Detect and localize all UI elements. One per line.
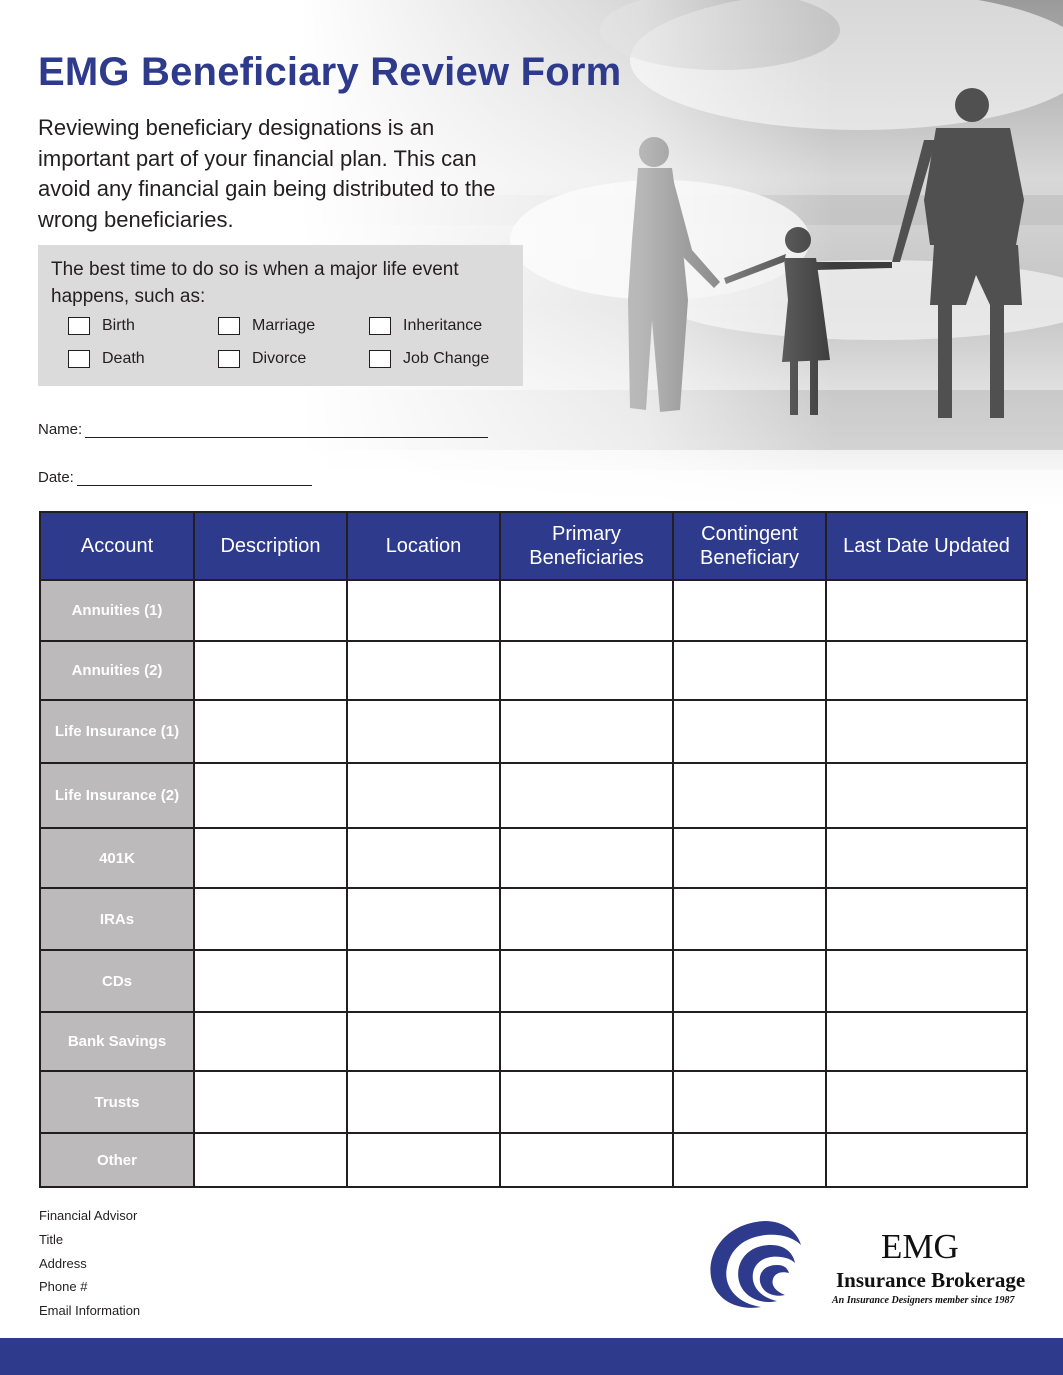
table-cell[interactable] [826, 1071, 1027, 1133]
table-cell[interactable] [347, 1012, 500, 1071]
table-row [40, 1133, 1027, 1187]
column-header: Contingent Beneficiary [673, 512, 826, 580]
column-header: Account [40, 512, 194, 580]
checkbox-label: Job Change [403, 350, 490, 367]
table-cell[interactable] [500, 641, 673, 700]
table-cell[interactable] [194, 700, 347, 763]
date-label: Date: [38, 469, 74, 486]
table-header-row [40, 512, 1027, 580]
table-row [40, 763, 1027, 828]
table-cell[interactable] [194, 763, 347, 828]
checkbox-inheritance[interactable] [369, 317, 482, 335]
table-cell[interactable] [826, 700, 1027, 763]
table-cell[interactable] [347, 763, 500, 828]
logo-subtitle: Insurance Brokerage [836, 1268, 1026, 1292]
table-row [40, 580, 1027, 641]
wave-logo-icon [705, 1215, 830, 1315]
table-cell[interactable] [826, 828, 1027, 888]
table-row [40, 1012, 1027, 1071]
column-header: Primary Beneficiaries [500, 512, 673, 580]
name-field[interactable] [38, 421, 488, 438]
checkbox-label: Death [102, 350, 145, 367]
table-row [40, 828, 1027, 888]
table-cell[interactable] [826, 888, 1027, 950]
table-row [40, 1071, 1027, 1133]
table-cell[interactable] [500, 763, 673, 828]
checkbox-death[interactable] [68, 350, 145, 368]
table-cell[interactable] [673, 888, 826, 950]
table-cell[interactable] [673, 1012, 826, 1071]
table-cell[interactable] [347, 828, 500, 888]
table-cell[interactable] [673, 641, 826, 700]
table-cell[interactable] [347, 641, 500, 700]
table-cell[interactable] [673, 828, 826, 888]
emg-logo [705, 1215, 1035, 1315]
table-cell[interactable] [194, 828, 347, 888]
checkbox-divorce[interactable] [218, 350, 306, 368]
table-cell[interactable] [500, 580, 673, 641]
table-cell[interactable] [826, 580, 1027, 641]
checkbox-icon[interactable] [218, 317, 240, 335]
beneficiary-table [39, 511, 1028, 1188]
table-cell[interactable] [673, 1133, 826, 1187]
table-cell[interactable] [500, 828, 673, 888]
column-header: Location [347, 512, 500, 580]
table-cell[interactable] [347, 888, 500, 950]
row-label: Trusts [40, 1071, 194, 1133]
table-cell[interactable] [194, 888, 347, 950]
table-cell[interactable] [826, 950, 1027, 1012]
checkbox-label: Inheritance [403, 317, 483, 334]
row-label: CDs [40, 950, 194, 1012]
table-cell[interactable] [500, 1012, 673, 1071]
column-header: Last Date Updated [826, 512, 1027, 580]
table-cell[interactable] [194, 1012, 347, 1071]
table-cell[interactable] [500, 950, 673, 1012]
logo-brand: EMG [881, 1227, 959, 1266]
table-cell[interactable] [347, 950, 500, 1012]
checkbox-label: Divorce [252, 350, 307, 367]
table-row [40, 950, 1027, 1012]
checkbox-label: Birth [102, 317, 135, 334]
table-cell[interactable] [347, 1133, 500, 1187]
intro-paragraph: Reviewing beneficiary designations is an important part of your financial plan. This can avoid any financial gain being distributed to the wrong beneficiaries. [38, 115, 496, 232]
table-cell[interactable] [347, 1071, 500, 1133]
table-cell[interactable] [673, 950, 826, 1012]
checkbox-icon[interactable] [218, 350, 240, 368]
checkbox-icon[interactable] [369, 317, 391, 335]
page-title: EMG Beneficiary Review Form [38, 50, 622, 94]
date-field[interactable] [38, 469, 312, 486]
table-cell[interactable] [194, 1133, 347, 1187]
advisor-address-label: Address [39, 1255, 87, 1271]
advisor-contact-block [39, 1204, 140, 1323]
table-cell[interactable] [194, 641, 347, 700]
table-cell[interactable] [673, 763, 826, 828]
table-cell[interactable] [194, 950, 347, 1012]
footer-bar [0, 1338, 1063, 1375]
checkbox-icon[interactable] [68, 350, 90, 368]
row-label: Annuities (1) [40, 580, 194, 641]
checkbox-icon[interactable] [68, 317, 90, 335]
checkbox-birth[interactable] [68, 317, 135, 335]
name-input-line[interactable] [85, 421, 488, 438]
table-cell[interactable] [826, 641, 1027, 700]
advisor-email-label: Email Information [39, 1303, 141, 1319]
table-row [40, 888, 1027, 950]
table-cell[interactable] [347, 700, 500, 763]
checkbox-icon[interactable] [369, 350, 391, 368]
table-cell[interactable] [500, 888, 673, 950]
table-cell[interactable] [673, 700, 826, 763]
table-cell[interactable] [826, 763, 1027, 828]
row-label: Other [40, 1133, 194, 1187]
logo-tagline: An Insurance Designers member since 1987 [832, 1295, 1015, 1306]
checkbox-marriage[interactable] [218, 317, 315, 335]
checkbox-label: Marriage [252, 317, 316, 334]
row-label: Bank Savings [40, 1012, 194, 1071]
date-input-line[interactable] [77, 469, 312, 486]
row-label: Life Insurance (1) [40, 700, 194, 763]
row-label: IRAs [40, 888, 194, 950]
advisor-name-label: Financial Advisor [39, 1208, 138, 1223]
advisor-title-label: Title [39, 1231, 64, 1247]
table-row [40, 641, 1027, 700]
name-label: Name: [38, 421, 83, 438]
table-cell[interactable] [673, 1071, 826, 1133]
checkbox-job-change[interactable] [369, 350, 489, 368]
life-events-lead: The best time to do so is when a major life event happens, such as: [51, 259, 459, 307]
table-cell[interactable] [500, 1071, 673, 1133]
advisor-phone-label: Phone # [39, 1279, 88, 1295]
table-cell[interactable] [194, 1071, 347, 1133]
table-cell[interactable] [673, 580, 826, 641]
row-label: Life Insurance (2) [40, 763, 194, 828]
row-label: 401K [40, 828, 194, 888]
row-label: Annuities (2) [40, 641, 194, 700]
life-events-box [38, 245, 523, 386]
table-cell[interactable] [826, 1133, 1027, 1187]
table-cell[interactable] [500, 700, 673, 763]
table-cell[interactable] [194, 580, 347, 641]
table-cell[interactable] [500, 1133, 673, 1187]
table-cell[interactable] [347, 580, 500, 641]
column-header: Description [194, 512, 347, 580]
table-cell[interactable] [826, 1012, 1027, 1071]
table-row [40, 700, 1027, 763]
